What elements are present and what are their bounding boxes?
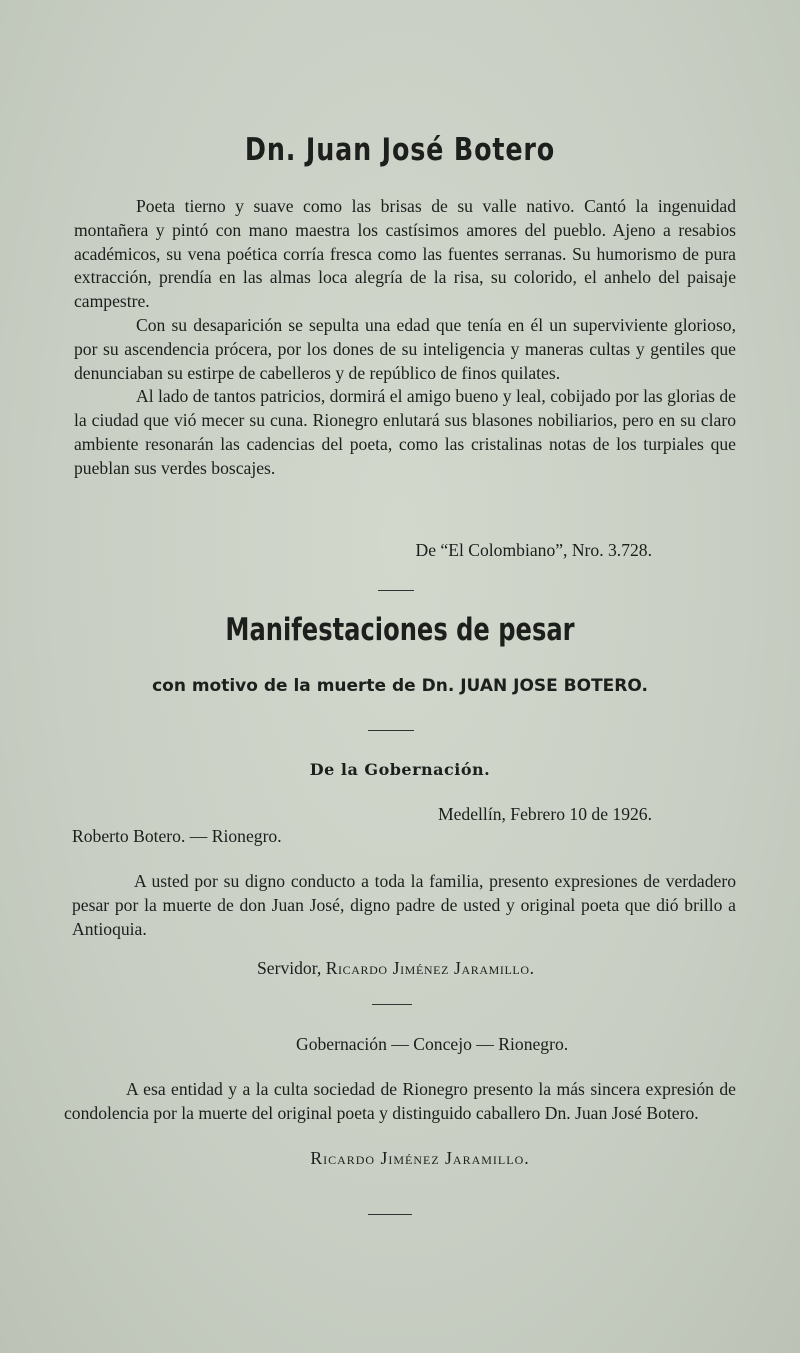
- telegram-body-text: A usted por su digno conducto a toda la familia, presento expresiones de verdadero pesar por la muerte de don Juan José, digno padre de usted y original poeta que dió brillo a Antioquia.: [72, 871, 736, 939]
- telegram-signature-line: [257, 958, 535, 979]
- article-paragraph-3: Al lado de tantos patricios, dormirá el amigo bueno y leal, cobijado por las glorias de la ciudad que vió mecer su cuna. Rionegro enlutará sus blasones nobiliarios, pero en su claro ambiente resonarán las cadencias del poeta, como las cristalinas notas de los turpiales que pueblan sus verdes boscajes.: [74, 386, 736, 478]
- telegram-closing: Servidor,: [257, 958, 322, 978]
- telegram-signature: Ricardo Jiménez Jaramillo.: [325, 958, 535, 978]
- divider-rule: [372, 1004, 412, 1005]
- telegram2-body-text: A esa entidad y a la culta sociedad de Rionegro presento la más sincera expresión de condolencia por la muerte del original poeta y distinguido caballero Dn. Juan José Botero.: [64, 1079, 736, 1123]
- telegram2-body: [64, 1078, 736, 1126]
- article-body: [74, 195, 736, 481]
- telegram-place-date: Medellín, Febrero 10 de 1926.: [437, 804, 652, 824]
- section-subtitle: con motivo de la muerte de Dn. JUAN JOSE BOTERO.: [152, 676, 648, 696]
- divider-rule: [368, 730, 414, 731]
- telegram-body: [72, 870, 736, 941]
- telegram2-signature: Ricardo Jiménez Jaramillo.: [310, 1148, 530, 1168]
- article-paragraph-2: Con su desaparición se sepulta una edad que tenía en él un superviviente glorioso, por su ascendencia prócera, por los dones de su inteligencia y maneras cultas y gentiles que denunciaban su estirpe de cabelleros y de repúblico de finos quilates.: [74, 314, 736, 383]
- article-title: Dn. Juan José Botero: [244, 132, 556, 168]
- telegram-heading: De la Gobernación.: [309, 760, 491, 779]
- article-source: De “El Colombiano”, Nro. 3.728.: [415, 540, 652, 560]
- telegram2-recipient: Gobernación — Concejo — Rionegro.: [296, 1034, 569, 1054]
- divider-rule: [368, 1214, 412, 1215]
- article-paragraph-1: Poeta tierno y suave como las brisas de su valle nativo. Cantó la ingenuidad montañera y pintó con mano maestra los castísimos amores del pueblo. Ajeno a resabios académicos, su vena poética corría fresca como las fuentes serranas. Su humorismo de pura extracción, prendía en las almas loca alegría de la risa, su colorido, el anhelo del paisaje campestre.: [74, 196, 736, 312]
- telegram-recipient: Roberto Botero. — Rionegro.: [72, 826, 282, 846]
- section-title: Manifestaciones de pesar: [225, 612, 575, 648]
- divider-rule: [378, 590, 414, 591]
